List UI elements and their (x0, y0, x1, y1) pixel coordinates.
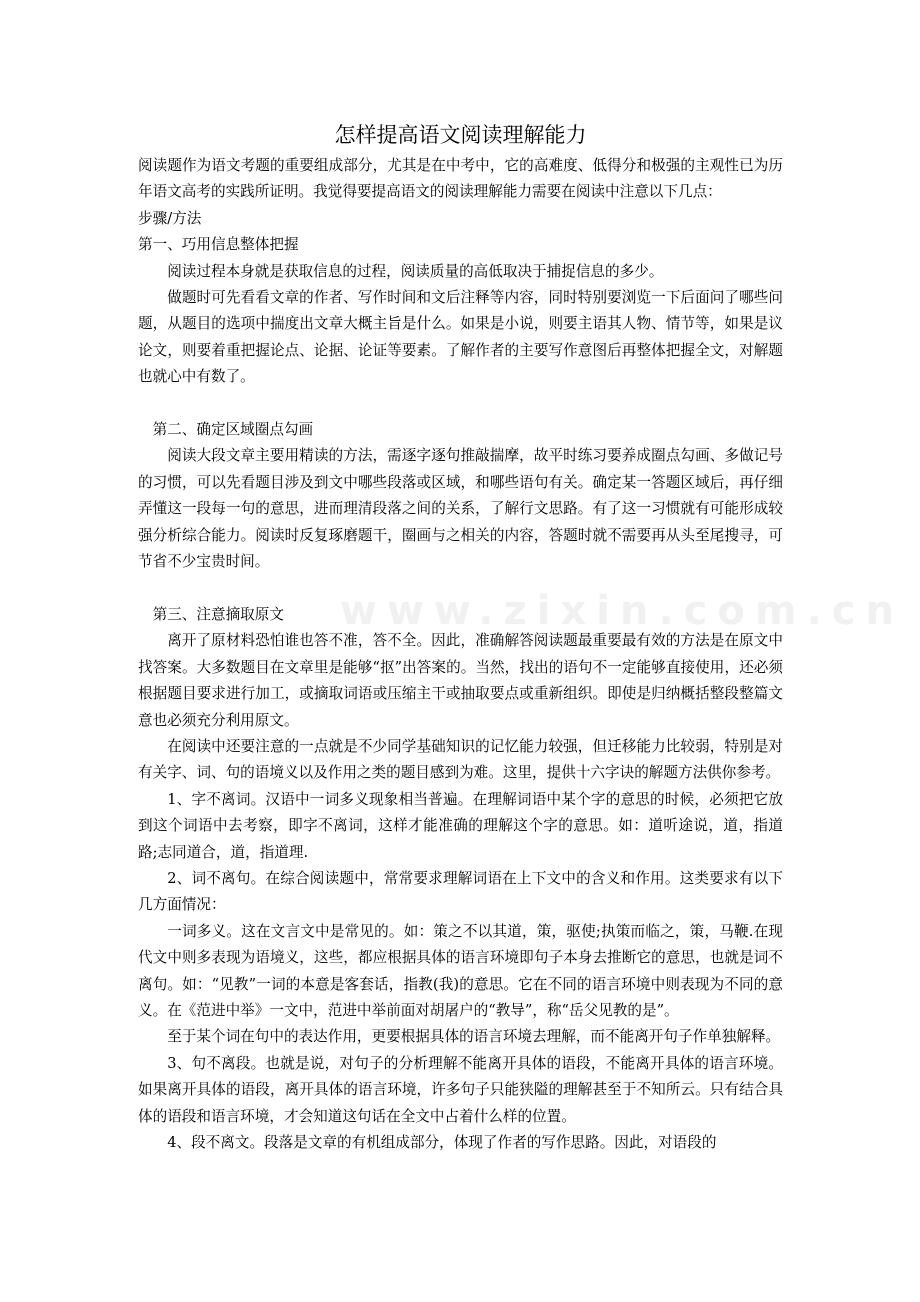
tip-1-paragraph: 1、字不离词。汉语中一词多义现象相当普遍。在理解词语中某个字的意思的时候，必须把它放到这个词语中去考察，即字不离词，这样才能准确的理解这个字的意思。如：道听途说，道，指道路;志同道合，道，指道理. (138, 790, 783, 861)
watermark: www.zixin.com.cn (340, 588, 904, 634)
tip-3-paragraph: 3、句不离段。也就是说，对句子的分析理解不能离开具体的语段，不能离开具体的语言环境。如果离开具体的语段，离开具体的语言环境，许多句子只能狭隘的理解甚至于不知所云。只有结合具体的语段和语言环境，才会知道这句话在全文中占着什么样的位置。 (138, 1054, 783, 1125)
document-title: 怎样提高语文阅读理解能力 (334, 123, 587, 147)
tip-2-paragraph: 2、词不离句。在综合阅读题中，常常要求理解词语在上下文中的含义和作用。这类要求有以下几方面情况： (138, 869, 783, 914)
section-1-paragraph-2: 做题时可先看看文章的作者、写作时间和文后注释等内容，同时特别要浏览一下后面问了哪些问题，从题目的选项中揣度出文章大概主旨是什么。如果是小说，则要主语其人物、情节等，如果是议论文，则要着重把握论点、论据、论证等要素。了解作者的主要写作意图后再整体把握全文，对解题也就心中有数了。 (138, 289, 783, 386)
section-3-paragraph-1: 离开了原材料恐怕谁也答不准，答不全。因此，准确解答阅读题最重要最有效的方法是在原文中找答案。大多数题目在文章里是能够“抠”出答案的。当然，找出的语句不一定能够直接使用，还必须根据题目要求进行加工，或摘取词语或压缩主干或抽取要点或重新组织。即使是归纳概括整段整篇文意也必须充分利用原文。 (138, 632, 783, 729)
section-2-paragraph: 阅读大段文章主要用精读的方法，需逐字逐句推敲揣摩，故平时练习要养成圈点勾画、多做记号的习惯，可以先看题目涉及到文中哪些段落或区域，和哪些语句有关。确定某一答题区域后，再仔细弄懂这一段每一句的意思，进而理清段落之间的关系，了解行文思路。有了这一习惯就有可能形成较强分析综合能力。阅读时反复琢磨题干，圈画与之相关的内容，答题时就不需要再从头至尾搜寻，可节省不少宝贵时间。 (138, 447, 783, 571)
section-1-heading: 第一、巧用信息整体把握 (138, 236, 299, 254)
tip-4-paragraph: 4、段不离文。段落是文章的有机组成部分，体现了作者的写作思路。因此，对语段的 (167, 1134, 717, 1151)
section-1-paragraph-1: 阅读过程本身就是获取信息的过程，阅读质量的高低取决于捕捉信息的多少。 (167, 262, 664, 280)
section-3-paragraph-2: 在阅读中还要注意的一点就是不少同学基础知识的记忆能力较强，但迁移能力比较弱，特别是对有关字、词、句的语境义以及作用之类的题目感到为难。这里，提供十六字诀的解题方法供你参考。 (138, 737, 783, 782)
section-2-heading: 第二、确定区域圈点勾画 (152, 421, 314, 439)
steps-heading: 步骤/方法 (138, 209, 202, 227)
intro-paragraph: 阅读题作为语文考题的重要组成部分，尤其是在中考中，它的高难度、低得分和极强的主观性已为历年语文高考的实践所证明。我觉得要提高语文的阅读理解能力需要在阅读中注意以下几点： (138, 157, 783, 201)
section-3-heading: 第三、注意摘取原文 (152, 605, 284, 623)
tip-2-note-paragraph: 至于某个词在句中的表达作用，更要根据具体的语言环境去理解，而不能离开句子作单独解释。 (167, 1028, 781, 1046)
tip-2-detail-paragraph: 一词多义。这在文言文中是常见的。如：策之不以其道，策，驱使;执策而临之，策，马鞭.在现代文中则多表现为语境义，这些，都应根据具体的语言环境即句子本身去推断它的意思，也就是词不离句。如：“见教”一词的本意是客套话，指教(我)的意思。它在不同的语言环境中则表现为不同的意义。在《范进中举》一文中，范进中举前面对胡屠户的“教导”，称“岳父见教的是”。 (138, 922, 783, 1019)
document-body (138, 118, 783, 1156)
